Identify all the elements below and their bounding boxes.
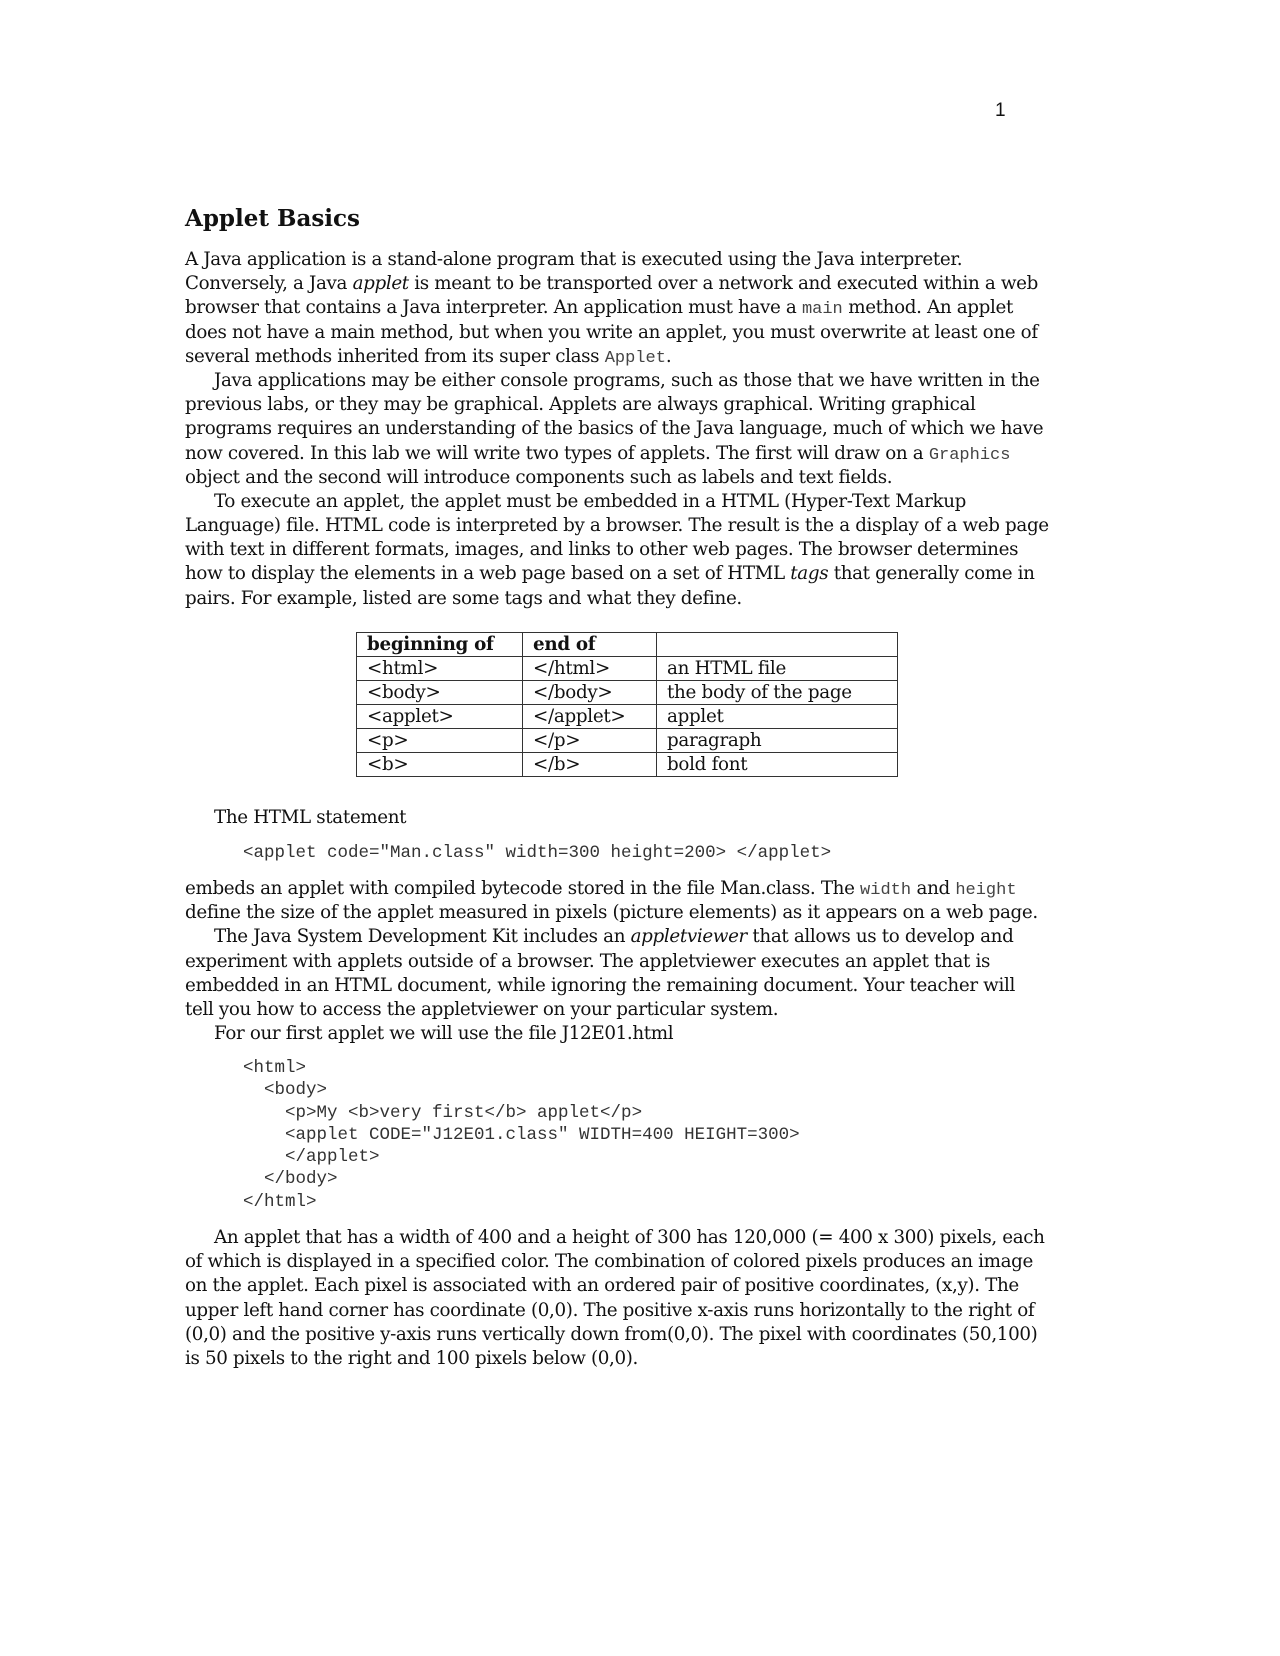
table-cell: paragraph — [657, 729, 898, 753]
text-segment: programs requires an understanding of the basics of the Java language, much of which we have — [185, 418, 1044, 440]
text-segment: is 50 pixels to the right and 100 pixels below (0,0). — [185, 1347, 639, 1369]
text-segment: browser that contains a Java interpreter. An application must have a — [185, 297, 802, 319]
text-line — [185, 1323, 1085, 1347]
table-cell: </p> — [523, 729, 657, 753]
table-cell: bold font — [657, 753, 898, 777]
statement-code: <applet code="Man.class" width=300 height=200> </applet> — [243, 843, 832, 863]
tag-table — [356, 632, 898, 777]
example-code: <html> <body> <p>My <b>very first</b> applet</p> <applet CODE="J12E01.class" WIDTH=400 HEIGHT=300> </applet> </body> </html> — [243, 1058, 800, 1212]
text-line — [185, 1299, 1085, 1323]
text-segment: does not have a main method, but when you write an applet, you must overwrite at least one of — [185, 321, 1038, 343]
text-segment: several methods inherited from its super class — [185, 345, 605, 367]
text-line — [185, 538, 1085, 562]
text-segment: Language) file. HTML code is interpreted by a browser. The result is the a display of a web page — [185, 515, 1049, 537]
text-segment: pairs. For example, listed are some tags and what they define. — [185, 587, 742, 609]
pixel-paragraph — [185, 1226, 1085, 1371]
text-segment: that generally come in — [828, 563, 1035, 585]
text-line — [185, 901, 1085, 925]
text-line — [185, 1226, 1085, 1250]
table-row — [357, 705, 898, 729]
column-header: end of — [523, 633, 657, 657]
text-line — [185, 393, 1085, 417]
text-line — [185, 587, 1085, 611]
text-segment: tell you how to access the appletviewer on your particular system. — [185, 998, 779, 1020]
text-segment: . — [665, 345, 672, 367]
text-segment: Conversely, a Java — [185, 273, 353, 295]
inline-code: height — [955, 881, 1017, 900]
text-segment: previous labs, or they may be graphical. Applets are always graphical. Writing graphical — [185, 394, 976, 416]
text-segment: To execute an applet, the applet must be embedded in a HTML (Hyper-Text Markup — [214, 490, 967, 512]
text-segment: of which is displayed in a specified color. The combination of colored pixels produces an image — [185, 1251, 1033, 1273]
text-line — [185, 877, 1085, 901]
column-header: beginning of — [357, 633, 523, 657]
emphasis: tags — [790, 563, 829, 585]
text-segment: An applet that has a width of 400 and a height of 300 has 120,000 (= 400 x 300) pixels, each — [214, 1227, 1045, 1248]
emphasis: appletviewer — [630, 926, 747, 948]
text-segment: The Java System Development Kit includes an — [214, 926, 631, 948]
text-line — [185, 562, 1085, 586]
text-line — [185, 1250, 1085, 1274]
table-cell: <body> — [357, 681, 523, 705]
table-cell: <b> — [357, 753, 523, 777]
table-cell: </b> — [523, 753, 657, 777]
table-cell: </body> — [523, 681, 657, 705]
text-segment: and — [911, 878, 956, 899]
inline-code: width — [860, 881, 912, 900]
page-number: 1 — [995, 100, 1006, 121]
statement-intro — [185, 806, 1085, 830]
text-segment: embeds an applet with compiled bytecode stored in the file Man.class. The — [185, 878, 861, 899]
text-segment: upper left hand corner has coordinate (0,0). The positive x-axis runs horizontally to the right of — [185, 1299, 1035, 1321]
text-line — [185, 998, 1085, 1022]
text-line — [185, 974, 1085, 998]
table-cell: an HTML file — [657, 657, 898, 681]
text-line — [185, 950, 1085, 974]
text-line — [185, 514, 1085, 538]
text-segment: experiment with applets outside of a browser. The appletviewer executes an applet that is — [185, 950, 990, 972]
intro-paragraphs — [185, 248, 1085, 611]
text-segment: For our first applet we will use the file J12E01.html — [214, 1023, 674, 1045]
text-line — [185, 345, 1085, 369]
text-segment: that allows us to develop and — [746, 926, 1014, 948]
table-row — [357, 729, 898, 753]
table-cell: the body of the page — [657, 681, 898, 705]
text-segment: now covered. In this lab we will write two types of applets. The first will draw on a — [185, 442, 929, 464]
text-segment: on the applet. Each pixel is associated with an ordered pair of positive coordinates, (x,y). The — [185, 1275, 1019, 1297]
table-cell: applet — [657, 705, 898, 729]
inline-code: Graphics — [928, 445, 1011, 465]
table-header-row — [357, 633, 898, 657]
text-segment: embedded in an HTML document, while ignoring the remaining document. Your teacher will — [185, 974, 1015, 996]
text-segment: Java applications may be either console programs, such as those that we have written in the — [214, 369, 1040, 391]
text-line — [185, 369, 1085, 393]
table-row — [357, 681, 898, 705]
text-segment: define the size of the applet measured in pixels (picture elements) as it appears on a web page. — [185, 902, 1038, 924]
table-row — [357, 753, 898, 777]
text-line — [185, 925, 1085, 949]
text-segment: with text in different formats, images, and links to other web pages. The browser determines — [185, 539, 1019, 561]
appletviewer-paragraphs — [185, 877, 1085, 1046]
page-title: Applet Basics — [185, 205, 360, 232]
text-segment: A Java application is a stand-alone program that is executed using the Java interpreter. — [185, 249, 963, 270]
text-line — [185, 1274, 1085, 1298]
text-line — [185, 248, 1085, 272]
text-segment: object and the second will introduce components such as labels and text fields. — [185, 466, 893, 488]
table-cell: <html> — [357, 657, 523, 681]
inline-code: Applet — [604, 348, 666, 368]
text-line — [185, 1347, 1085, 1371]
table-row — [357, 657, 898, 681]
column-header — [657, 633, 898, 657]
text-line — [185, 296, 1085, 320]
text-line — [185, 490, 1085, 514]
text-segment: The HTML statement — [214, 807, 407, 828]
text-segment: is meant to be transported over a network and executed within a web — [408, 273, 1038, 295]
text-segment: how to display the elements in a web page based on a set of HTML — [185, 563, 791, 585]
text-segment: (0,0) and the positive y-axis runs vertically down from(0,0). The pixel with coordinates (50,100) — [185, 1323, 1038, 1345]
text-segment: method. An applet — [842, 297, 1013, 319]
table-cell: <applet> — [357, 705, 523, 729]
text-line — [185, 1022, 1085, 1046]
table-cell: </html> — [523, 657, 657, 681]
inline-code: main — [801, 300, 843, 320]
table-cell: <p> — [357, 729, 523, 753]
text-line — [185, 321, 1085, 345]
text-line — [185, 466, 1085, 490]
text-line — [185, 272, 1085, 296]
text-line — [185, 442, 1085, 466]
text-line — [185, 806, 1085, 830]
table-cell: </applet> — [523, 705, 657, 729]
emphasis: applet — [352, 273, 409, 295]
text-line — [185, 417, 1085, 441]
